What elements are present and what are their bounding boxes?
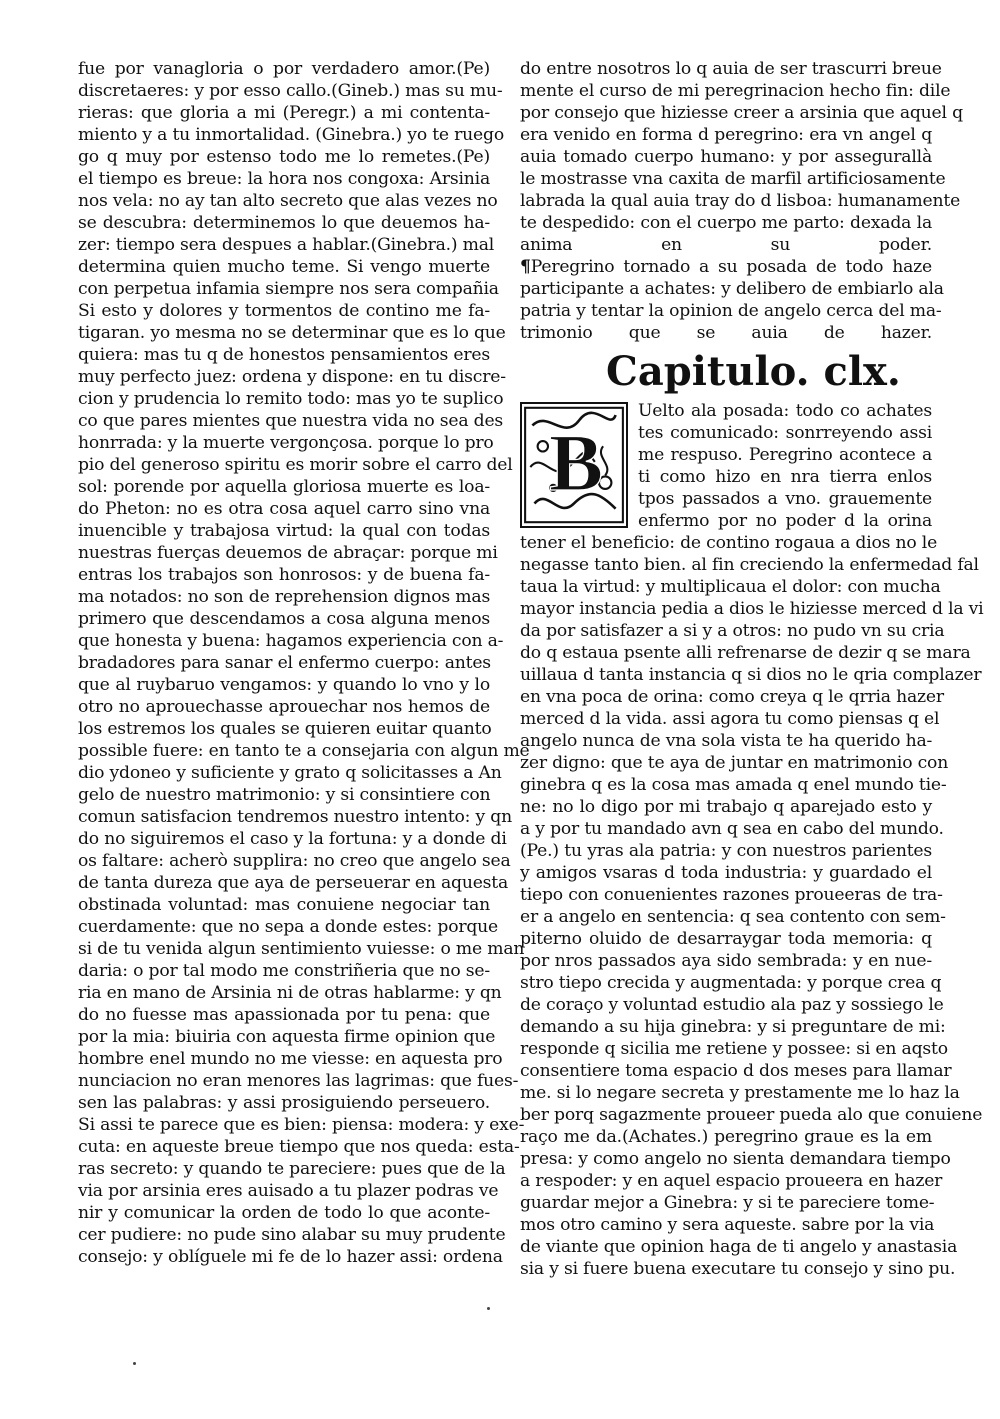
text-line: mayor instancia pedia a dios le hiziesse merced d la vi (520, 599, 984, 619)
text-line: consejo: y oblíguele mi fe de lo hazer assi: ordena (78, 1247, 503, 1267)
text-line: bradadores para sanar el enfermo cuerpo: antes (78, 653, 491, 673)
text-line: en vna poca de orina: como creya q le qrria hazer (520, 687, 944, 707)
text-line: tpos passados a vno. grauemente (638, 489, 932, 509)
text-line: uillaua d tanta instancia q si dios no le qria complazer (520, 665, 982, 685)
text-line: responde q sicilia me retiene y possee: si en aqsto (520, 1039, 948, 1059)
text-line: trimonio que se auia de hazer. (520, 323, 932, 343)
text-line: el tiempo es breue: la hora nos congoxa: Arsinia (78, 169, 490, 189)
chapter-heading: Capitulo. clx. (606, 348, 901, 395)
speck-mark (487, 1307, 490, 1310)
text-line: cer pudiere: no pude sino alabar su muy prudente (78, 1225, 506, 1245)
text-line: honrrada: y la muerte vergonçosa. porque lo pro (78, 433, 494, 453)
text-line: Si esto y dolores y tormentos de contino me fa- (78, 301, 490, 321)
text-line: os faltare: acherò supplira: no creo que angelo sea (78, 851, 511, 871)
text-line: co que pares mientes que nuestra vida no sea des (78, 411, 504, 431)
text-line: tiepo con conuenientes razones proueeras de tra- (520, 885, 943, 905)
text-line: muy perfecto juez: ordena y dispone: en tu discre- (78, 367, 506, 387)
text-line: demando a su hija ginebra: y si preguntare de mi: (520, 1017, 946, 1037)
right-column-top-text (520, 58, 963, 256)
text-line: ne: no lo digo por mi trabajo q aparejado esto y (520, 797, 932, 817)
text-line: gelo de nuestro matrimonio: y si consintiere con (78, 785, 491, 805)
chapter-opening (520, 400, 932, 532)
text-line: ber porq sagazmente proueer pueda alo que conuiene (520, 1105, 983, 1125)
text-line: via por arsinia eres auisado a tu plazer podras ve (78, 1181, 499, 1201)
text-line: do entre nosotros lo q auia de ser trascurri breue (520, 59, 942, 79)
text-line: nunciacion no eran menores las lagrimas: que fues- (78, 1071, 519, 1091)
text-line: merced d la vida. assi agora tu como piensas q el (520, 709, 940, 729)
text-line: sia y si fuere buena executare tu consejo y sino pu. (520, 1259, 956, 1279)
text-line: le mostrasse vna caxita de marfil artificiosamente (520, 169, 946, 189)
text-line: zer digno: que te aya de juntar en matrimonio con (520, 753, 949, 773)
text-line: anima en su poder. (520, 235, 932, 255)
decorated-initial-icon (520, 402, 628, 528)
text-line: Uelto ala posada: todo co achates (638, 401, 932, 421)
text-line: patria y tentar la opinion de angelo cerca del ma- (520, 301, 942, 321)
text-line: nos vela: no ay tan alto secreto que alas vezes no (78, 191, 498, 211)
text-line: era venido en forma d peregrino: era vn angel q (520, 125, 932, 145)
text-line: er a angelo en sentencia: q sea contento con sem- (520, 907, 946, 927)
text-line: dio ydoneo y suficiente y grato q solicitasses a An (78, 763, 502, 783)
text-line: de viante que opinion haga de ti angelo y anastasia (520, 1237, 958, 1257)
text-line: zer: tiempo sera despues a hablar.(Ginebra.) mal (78, 235, 495, 255)
text-line-content: Peregrino tornado a su posada de todo haze (530, 257, 932, 277)
text-line: sen las palabras: y assi prosiguiendo perseuero. (78, 1093, 490, 1113)
text-line: ginebra q es la cosa mas amada q enel mundo tie- (520, 775, 947, 795)
text-line: daria: o por tal modo me constriñeria que no se- (78, 961, 490, 981)
text-line: entras los trabajos son honrosos: y de buena fa- (78, 565, 490, 585)
text-line: me. si lo negare secreta y prestamente me lo haz la (520, 1083, 960, 1103)
text-line: do no siguiremos el caso y la fortuna: y a donde di (78, 829, 507, 849)
text-line: comun satisfacion tendremos nuestro intento: y qn (78, 807, 512, 827)
text-line: raço me da.(Achates.) peregrino graue es la em (520, 1127, 932, 1147)
text-line: possible fuere: en tanto te a consejaria con algun me (78, 741, 530, 761)
text-line: primero que descendamos a cosa alguna menos (78, 609, 490, 629)
text-line: nir y comunicar la orden de todo lo que aconte- (78, 1203, 490, 1223)
text-line: labrada la qual auia tray do d lisboa: humanamente (520, 191, 961, 211)
text-line: me respuso. Peregrino acontece a (638, 445, 932, 465)
text-line: (Pe.) tu yras ala patria: y con nuestros parientes (520, 841, 932, 861)
text-line: consentiere toma espacio d dos meses para llamar (520, 1061, 952, 1081)
text-line: rieras: que gloria a mi (Peregr.) a mi contenta- (78, 103, 490, 123)
text-line: a respoder: y en aquel espacio proueera en hazer (520, 1171, 943, 1191)
paragraph-mark: ¶ (520, 257, 531, 277)
text-line: go q muy por estenso todo me lo remetes.(Pe) (78, 147, 490, 167)
text-line: a y por tu mandado avn q sea en cabo del mundo. (520, 819, 944, 839)
text-line: ma notados: no son de reprehension dignos mas (78, 587, 491, 607)
text-line: negasse tanto bien. al fin creciendo la enfermedad fal (520, 555, 979, 575)
text-line: obstinada voluntad: mas conuiene negociar tan (78, 895, 490, 915)
text-line: ti como hizo en nra tierra enlos (638, 467, 932, 487)
text-line: angelo nunca de vna sola vista te ha querido ha- (520, 731, 933, 751)
text-line: y amigos vsaras d toda industria: y guardado el (520, 863, 932, 883)
text-line: Si assi te parece que es bien: piensa: modera: y exe- (78, 1115, 525, 1135)
text-line: nuestras fuerças deuemos de abraçar: porque mi (78, 543, 498, 563)
text-line: que al ruybaruo vengamos: y quando lo vno y lo (78, 675, 490, 695)
text-line: ria en mano de Arsinia ni de otras hablarme: y qn (78, 983, 502, 1003)
text-line: presa: y como angelo no sienta demandara tiempo (520, 1149, 951, 1169)
text-line: ras secreto: y quando te pareciere: pues que de la (78, 1159, 506, 1179)
text-line: si de tu venida algun sentimiento vuiesse: o me man (78, 939, 525, 959)
text-line: determina quien mucho teme. Si vengo muerte (78, 257, 490, 277)
text-line: inuencible y trabajosa virtud: la qual con todas (78, 521, 490, 541)
text-line: mente el curso de mi peregrinacion hecho fin: dile (520, 81, 951, 101)
text-line: tigaran. yo mesma no se determinar que es lo que (78, 323, 506, 343)
text-line: hombre enel mundo no me viesse: en aquesta pro (78, 1049, 503, 1069)
text-line (520, 256, 932, 278)
text-line: por nros passados aya sido sembrada: y en nue- (520, 951, 932, 971)
text-line: do q estaua psente alli refrenarse de dezir q se mara (520, 643, 971, 663)
text-line: tener el beneficio: de contino rogaua a dios no le (520, 533, 938, 553)
text-line: por consejo que hiziesse creer a arsinia que aquel q (520, 103, 963, 123)
text-line: quiera: mas tu q de honestos pensamientos eres (78, 345, 490, 365)
text-line: otro no aprouechasse aprouechar nos hemos de (78, 697, 490, 717)
text-line: miento y a tu inmortalidad. (Ginebra.) yo te ruego (78, 125, 504, 145)
text-line: los estremos los quales se quieren euitar quanto (78, 719, 492, 739)
text-line: sol: porende por aquella gloriosa muerte es loa- (78, 477, 490, 497)
text-line: pio del generoso spiritu es morir sobre el carro del (78, 455, 513, 475)
text-line: cion y prudencia lo remito todo: mas yo te suplico (78, 389, 504, 409)
text-line: con perpetua infamia siempre nos sera compañia (78, 279, 499, 299)
text-line: do no fuesse mas apassionada por tu pena: que (78, 1005, 490, 1025)
text-line: da por satisfazer a si y a otros: no pudo vn su cria (520, 621, 945, 641)
text-line: de tanta dureza que aya de perseuerar en aquesta (78, 873, 509, 893)
text-line: piterno oluido de desarraygar toda memoria: q (520, 929, 932, 949)
left-column (78, 58, 530, 1268)
text-line: cuerdamente: que no sepa a donde estes: porque (78, 917, 499, 937)
right-paragraph (520, 256, 944, 344)
text-line: enfermo por no poder d la orina (638, 511, 932, 531)
text-line: por la mia: biuiria con aquesta firme opinion que (78, 1027, 496, 1047)
text-line: auia tomado cuerpo humano: y por assegurallà (520, 147, 932, 167)
text-line: discretaeres: y por esso callo.(Gineb.) mas su mu- (78, 81, 503, 101)
speck-mark (133, 1362, 136, 1365)
text-line: tes comunicado: sonrreyendo assi (638, 423, 932, 443)
text-line: stro tiepo crecida y augmentada: y porque crea q (520, 973, 942, 993)
text-line: participante a achates: y delibero de embiarlo ala (520, 279, 944, 299)
text-line: do Pheton: no es otra cosa aquel carro sino vna (78, 499, 490, 519)
text-line: fue por vanagloria o por verdadero amor.(Pe) (78, 59, 490, 79)
text-line: cuta: en aqueste breue tiempo que nos queda: esta- (78, 1137, 520, 1157)
text-line: taua la virtud: y multiplicaua el dolor: con mucha (520, 577, 941, 597)
text-line: se descubra: determinemos lo que deuemos ha- (78, 213, 490, 233)
text-line: de coraço y voluntad estudio ala paz y sossiego le (520, 995, 944, 1015)
text-line: mos otro camino y sera aqueste. sabre por la via (520, 1215, 935, 1235)
chapter-body (520, 532, 984, 1280)
text-line: guardar mejor a Ginebra: y si te pareciere tome- (520, 1193, 935, 1213)
text-line: te despedido: con el cuerpo me parto: dexada la (520, 213, 932, 233)
right-column (520, 58, 984, 1280)
initial-letter: B (549, 417, 604, 508)
text-line: que honesta y buena: hagamos experiencia con a- (78, 631, 504, 651)
